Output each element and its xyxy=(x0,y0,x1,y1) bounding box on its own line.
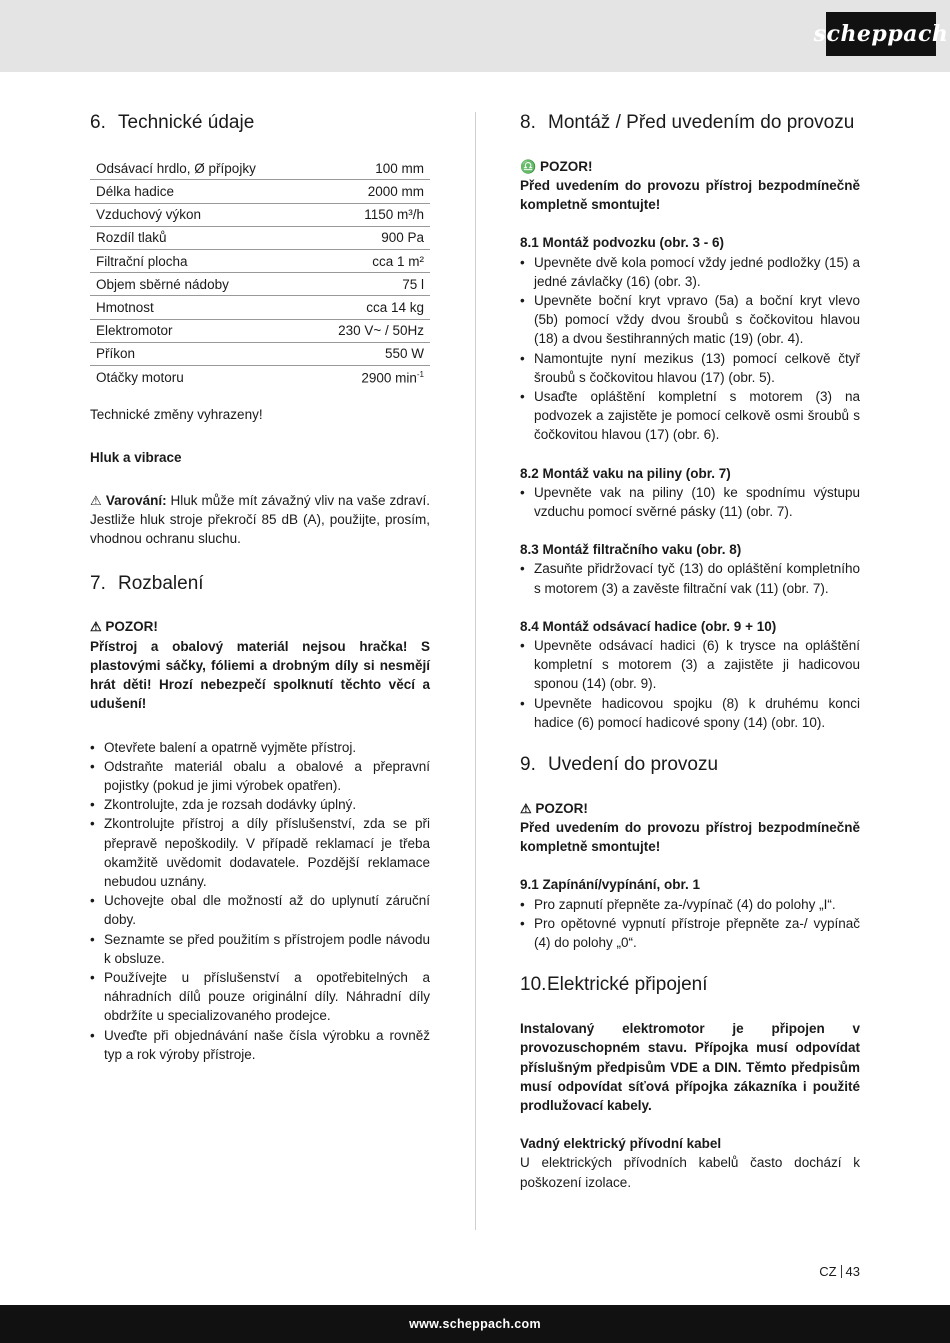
section-title: Rozbalení xyxy=(118,572,204,594)
footer-bar xyxy=(0,1305,950,1343)
spec-value-text: 2900 min xyxy=(361,370,417,386)
list-item: • Upevněte hadicovou spojku (8) k druhému konci hadice (6) pomocí hadicové spony (14) (obr. 10). xyxy=(520,694,860,732)
caution-text: Před uvedením do provozu přístroj bezpodmínečně kompletně smontujte! xyxy=(520,820,860,855)
spec-label: Rozdíl tlaků xyxy=(90,226,307,249)
noise-warning xyxy=(90,491,430,549)
list-item: • Zkontrolujte, zda je rozsah dodávky úplný. xyxy=(90,795,430,814)
list-item: • Zkontrolujte přístroj a díly příslušenství, zda se při přepravě nepoškodily. V případě reklamací je třeba okamžitě uvědomit dodavatele. Pozdější reklamace nebudou uznány. xyxy=(90,814,430,891)
section-9-heading xyxy=(520,754,860,777)
unpacking-list xyxy=(90,738,430,1064)
technical-changes-note: Technické změny vyhrazeny! xyxy=(90,406,263,422)
spec-value: 2000 mm xyxy=(307,180,430,203)
spec-label: Odsávací hrdlo, Ø přípojky xyxy=(90,157,307,180)
list-item: • Seznamte se před použitím s přístrojem podle návodu k obsluze. xyxy=(90,930,430,968)
spec-label: Vzduchový výkon xyxy=(90,203,307,226)
table-row xyxy=(90,157,430,180)
subsection-heading: 8.3 Montáž filtračního vaku (obr. 8) xyxy=(520,542,742,558)
page-number-separator xyxy=(841,1265,842,1278)
spec-value: 75 l xyxy=(307,273,430,296)
assembly-list xyxy=(520,483,860,521)
table-row xyxy=(90,365,430,388)
assembly-list xyxy=(520,253,860,445)
list-item: • Používejte u příslušenství a opotřebitelných a náhradních dílů pouze originální díly. Náhradní díly obdržíte u specializovaného prodejce. xyxy=(90,968,430,1026)
page-number xyxy=(819,1264,860,1279)
section-number: 6. xyxy=(90,112,106,133)
caution-label-line xyxy=(520,157,860,176)
spec-label: Objem sběrné nádoby xyxy=(90,273,307,296)
header-bar xyxy=(0,0,950,72)
caution-text: Před uvedením do provozu přístroj bezpodmínečně kompletně smontujte! xyxy=(520,178,860,213)
warning-text: Hluk může mít závažný vliv na vaše zdraví. Jestliže hluk stroje překročí 85 dB (A), použijte, prosím, vhodnou ochranu sluchu. xyxy=(90,493,430,547)
subsection-heading: 8.1 Montáž podvozku (obr. 3 - 6) xyxy=(520,235,725,251)
subsection-heading: 8.2 Montáž vaku na piliny (obr. 7) xyxy=(520,465,731,481)
list-item: • Odstraňte materiál obalu a obalové a přepravní pojistky (pokud je jimi výrobek opatřen). xyxy=(90,757,430,795)
spec-label: Filtrační plocha xyxy=(90,250,307,273)
assembly-list xyxy=(520,636,860,732)
subsection-heading: 8.4 Montáž odsávací hadice (obr. 9 + 10) xyxy=(520,618,777,634)
spec-label: Otáčky motoru xyxy=(96,369,184,385)
spec-value: 230 V~ / 50Hz xyxy=(307,319,430,342)
spec-value: 100 mm xyxy=(307,157,430,180)
spec-value: 1150 m³/h xyxy=(307,203,430,226)
table-row xyxy=(90,319,430,342)
right-column xyxy=(520,112,860,1192)
table-row xyxy=(90,342,430,365)
warning-triangle-icon: ⚠ xyxy=(90,619,102,635)
spec-value: 900 Pa xyxy=(307,226,430,249)
list-item: • Upevněte dvě kola pomocí vždy jedné podložky (15) a jedné závlačky (16) (obr. 3). xyxy=(520,253,860,291)
list-item: • Uveďte při objednávání naše čísla výrobku a rovněž typ a rok výroby přístroje. xyxy=(90,1026,430,1064)
list-item: • Uchovejte obal dle možností až do uplynutí záruční doby. xyxy=(90,891,430,929)
list-item: • Otevřete balení a opatrně vyjměte přístroj. xyxy=(90,738,430,757)
spec-value-superscript: -1 xyxy=(416,369,424,379)
section-number: 9. xyxy=(520,754,536,776)
section-title: Uvedení do provozu xyxy=(548,754,719,776)
list-item: • Zasuňte přidržovací tyč (13) do opláštění kompletního s motorem (3) a zavěste filtrační vak (11) (obr. 7). xyxy=(520,559,860,597)
list-item: • Pro opětovné vypnutí přístroje přepněte za-/ vypínač (4) do polohy „0“. xyxy=(520,914,860,952)
caution-label-line xyxy=(520,799,860,818)
table-row xyxy=(90,296,430,319)
list-item: • Pro zapnutí přepněte za-/vypínač (4) do polohy „I“. xyxy=(520,895,860,914)
caution-label: POZOR! xyxy=(539,158,593,174)
spec-value: cca 14 kg xyxy=(307,296,430,319)
website-link[interactable]: www.scheppach.com xyxy=(409,1317,541,1331)
cable-damage-text: U elektrických přívodních kabelů často dochází k poškození izolace. xyxy=(520,1155,860,1190)
page-language: CZ xyxy=(819,1264,837,1279)
spec-table xyxy=(90,157,430,389)
left-column xyxy=(90,112,430,1064)
list-item: • Usaďte opláštění kompletní s motorem (3) na podvozek a zajistěte je pomocí celkově osmi šroubů s čočkovitou hlavou (17) (obr. 6). xyxy=(520,387,860,445)
subsection-heading: 9.1 Zapínání/vypínání, obr. 1 xyxy=(520,877,701,893)
warning-triangle-icon: ⚠ xyxy=(90,493,102,509)
spec-value xyxy=(307,365,430,388)
list-item: • Namontujte nyní mezikus (13) pomocí celkově čtyř šroubů s čočkovitou hlavou (17) (obr. 5). xyxy=(520,349,860,387)
spec-label: Délka hadice xyxy=(90,180,307,203)
section-title: Montáž / Před uvedením do provozu xyxy=(548,112,855,133)
caution-label: POZOR! xyxy=(105,619,158,635)
caution-text: Přístroj a obalový materiál nejsou hračka! S plastovými sáčky, fóliemi a drobným díly si nesmějí hrát děti! Hrozí nebezpečí spolknutí těchto věcí a udušení! xyxy=(90,638,430,712)
caution-label: POZOR! xyxy=(535,800,588,816)
electrical-connection-text: Instalovaný elektromotor je připojen v provozuschopném stavu. Přípojka musí odpovídat příslušným předpisům VDE a DIN. Těmto předpisům musí odpovídat síťová přípojka zákazníka i použité prodlužovací kabely. xyxy=(520,1021,860,1113)
section-8-heading xyxy=(520,112,860,135)
warning-triangle-icon: ⚠ xyxy=(520,800,532,816)
page-number-value: 43 xyxy=(845,1264,860,1279)
list-item: • Upevněte boční kryt vpravo (5a) a boční kryt vlevo (5b) pomocí vždy dvou šroubů s čočkovitou hlavou (18) a dvou šestihranných matic (19) (obr. 4). xyxy=(520,291,860,349)
table-row xyxy=(90,203,430,226)
section-7-heading xyxy=(90,573,430,596)
spec-label: Elektromotor xyxy=(90,319,307,342)
section-6-heading xyxy=(90,112,430,135)
table-row xyxy=(90,226,430,249)
list-item: • Upevněte vak na piliny (10) ke spodnímu výstupu vzduchu pomocí svěrné pásky (11) (obr. 7). xyxy=(520,483,860,521)
wear-protection-icon: ♎ xyxy=(520,158,537,174)
spec-value: cca 1 m² xyxy=(307,250,430,273)
switch-list xyxy=(520,895,860,953)
caution-label-line xyxy=(90,617,430,636)
section-10-heading xyxy=(520,974,860,997)
spec-value: 550 W xyxy=(307,342,430,365)
section-number: 8. xyxy=(520,112,536,133)
scheppach-logo: scheppach xyxy=(826,12,936,56)
subsection-heading: Vadný elektrický přívodní kabel xyxy=(520,1136,722,1152)
table-row xyxy=(90,250,430,273)
assembly-list xyxy=(520,559,860,597)
noise-heading: Hluk a vibrace xyxy=(90,449,182,465)
table-row xyxy=(90,273,430,296)
section-title: Technické údaje xyxy=(118,112,255,133)
warning-label: Varování: xyxy=(105,493,167,509)
column-divider xyxy=(475,112,476,1230)
list-item: • Upevněte odsávací hadici (6) k trysce na opláštění kompletní s motorem (3) a zajistěte ji hadicovou sponou (14) (obr. 9). xyxy=(520,636,860,694)
spec-label: Příkon xyxy=(90,342,307,365)
section-number: 10. xyxy=(520,974,547,996)
section-title: Elektrické připojení xyxy=(547,974,708,996)
table-row xyxy=(90,180,430,203)
spec-label: Hmotnost xyxy=(90,296,307,319)
section-number: 7. xyxy=(90,572,106,594)
